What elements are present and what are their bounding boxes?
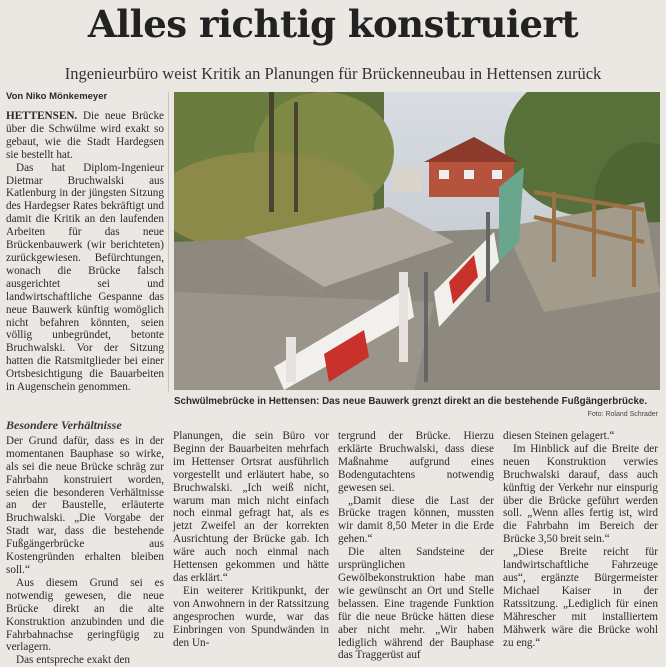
byline: Von Niko Mönkemeyer (6, 91, 108, 102)
paragraph: diesen Steinen gelagert.“ (503, 430, 615, 442)
column-2 (173, 430, 329, 649)
paragraph: „Diese Breite reicht für landwirtschaftliche Fahrzeuge aus“, ergänzte Bürgermeister Michael Kaiser in der Ratssitzung. „Lediglich für einen Mährescher mit installiertem Mähwerk wäre die Brücke wohl zu eng.“ (503, 546, 658, 649)
paragraph: tergrund der Brücke. Hierzu erklärte Bruchwalski, dass diese Maßnahme aufgrund eines Bodengutachtens notwendig gewesen sei. (338, 430, 494, 494)
paragraph: Das entspreche exakt den (16, 654, 130, 667)
column-1 (6, 110, 164, 394)
headline: Alles richtig konstruiert (87, 2, 579, 46)
photo-caption: Schwülmebrücke in Hettensen: Das neue Bauwerk grenzt direkt an die bestehende Fußgängerbrücke. (174, 396, 648, 407)
paragraph: Die alten Sandsteine der ursprünglichen Gewölbekonstruktion habe man wie gewünscht an Ort und Stelle belassen. Eine tragende Funktion für die neue Brücke hätten diese aber nicht mehr. „Wir haben lediglich während der Bauphase das Traggerüst auf (338, 546, 494, 662)
column-3 (338, 430, 494, 662)
column-divider (168, 92, 169, 392)
paragraph: Aus diesem Grund sei es notwendig gewesen, die neue Brücke direkt an die alte Konstruktion anzubinden und die Fahrbahnachse geringfügig zu verlagern. (6, 576, 164, 654)
column-1-lower (6, 413, 164, 667)
column-4 (503, 430, 658, 649)
paragraph: Das hat Diplom-Ingenieur Dietmar Bruchwalski aus Katlenburg in der jüngsten Sitzung des Hardegser Rates bekräftigt und damit die Kritik an den laufenden Arbeiten für das neue Brückenbauwerk (wir berichteten) zurückgewiesen. Befürchtungen, wonach die Brücke falsch ausgerichtet sei und landwirtschaftliche Gespanne das neue Bauwerk künftig womöglich nicht befahren könnten, seien völlig unbegründet, betonte Bruchwalski. Vor der Sitzung hatten die Ratsmitglieder bei einer Ortsbesichtigung die Bauarbeiten in Augenschein genommen. (6, 161, 164, 394)
dateline: HETTENSEN. (6, 110, 78, 122)
section-heading: Besondere Verhältnisse (6, 418, 122, 432)
paragraph: Im Hinblick auf die Breite der neuen Konstruktion verwies Bruchwalski darauf, dass auch künftig der Verkehr nur einspurig über die Brücke geführt werden soll. „Wenn alles fertig ist, wird die Fahrbahn im Bereich der Brücke 3,50 breit sein.“ (503, 442, 658, 546)
intro-text: Die neue Brücke über die Schwülme wird exakt so gebaut, wie die Stadt Hardegsen sie bestellt hat. (6, 110, 164, 161)
subheadline: Ingenieurbüro weist Kritik an Planungen für Brückenneubau in Hettensen zurück (64, 64, 602, 83)
paragraph: Planungen, die sein Büro vor Beginn der Bauarbeiten mehrfach im Hettenser Ortsrat ausführlich vorgestellt und erläutert habe, so Bruchwalski. „Ich weiß nicht, warum man mich nicht einfach noch einmal gefragt hat, als es jetzt Zweifel an der korrekten Ausrichtung der Brücke gab. Ich wäre auch noch einmal nach Hettensen gekommen und hätte das erklärt.“ (173, 430, 329, 584)
bridge-photo (174, 92, 660, 390)
photo-credit: Foto: Roland Schrader (587, 411, 658, 418)
paragraph: Der Grund dafür, dass es in der momentanen Bauphase so wirke, als sei die neue Brücke schräg zur Fahrbahn konstruiert worden, seien die besonderen Verhältnisse an der Baustelle, erläuterte Bruchwalski. „Die Vorgabe der Stadt war, dass die bestehende Fußgängerbrücke aus Kostengründen erhalten bleiben soll.“ (6, 434, 164, 576)
paragraph-intro (6, 110, 164, 162)
paragraph: Ein weiterer Kritikpunkt, der von Anwohnern in der Ratssitzung angesprochen wurde, war das Einbringen von Spundwänden in den Un- (173, 584, 329, 649)
paragraph: „Damit diese die Last der Brücke tragen können, mussten wir damit 8,50 Meter in die Erde gehen.“ (338, 494, 494, 546)
